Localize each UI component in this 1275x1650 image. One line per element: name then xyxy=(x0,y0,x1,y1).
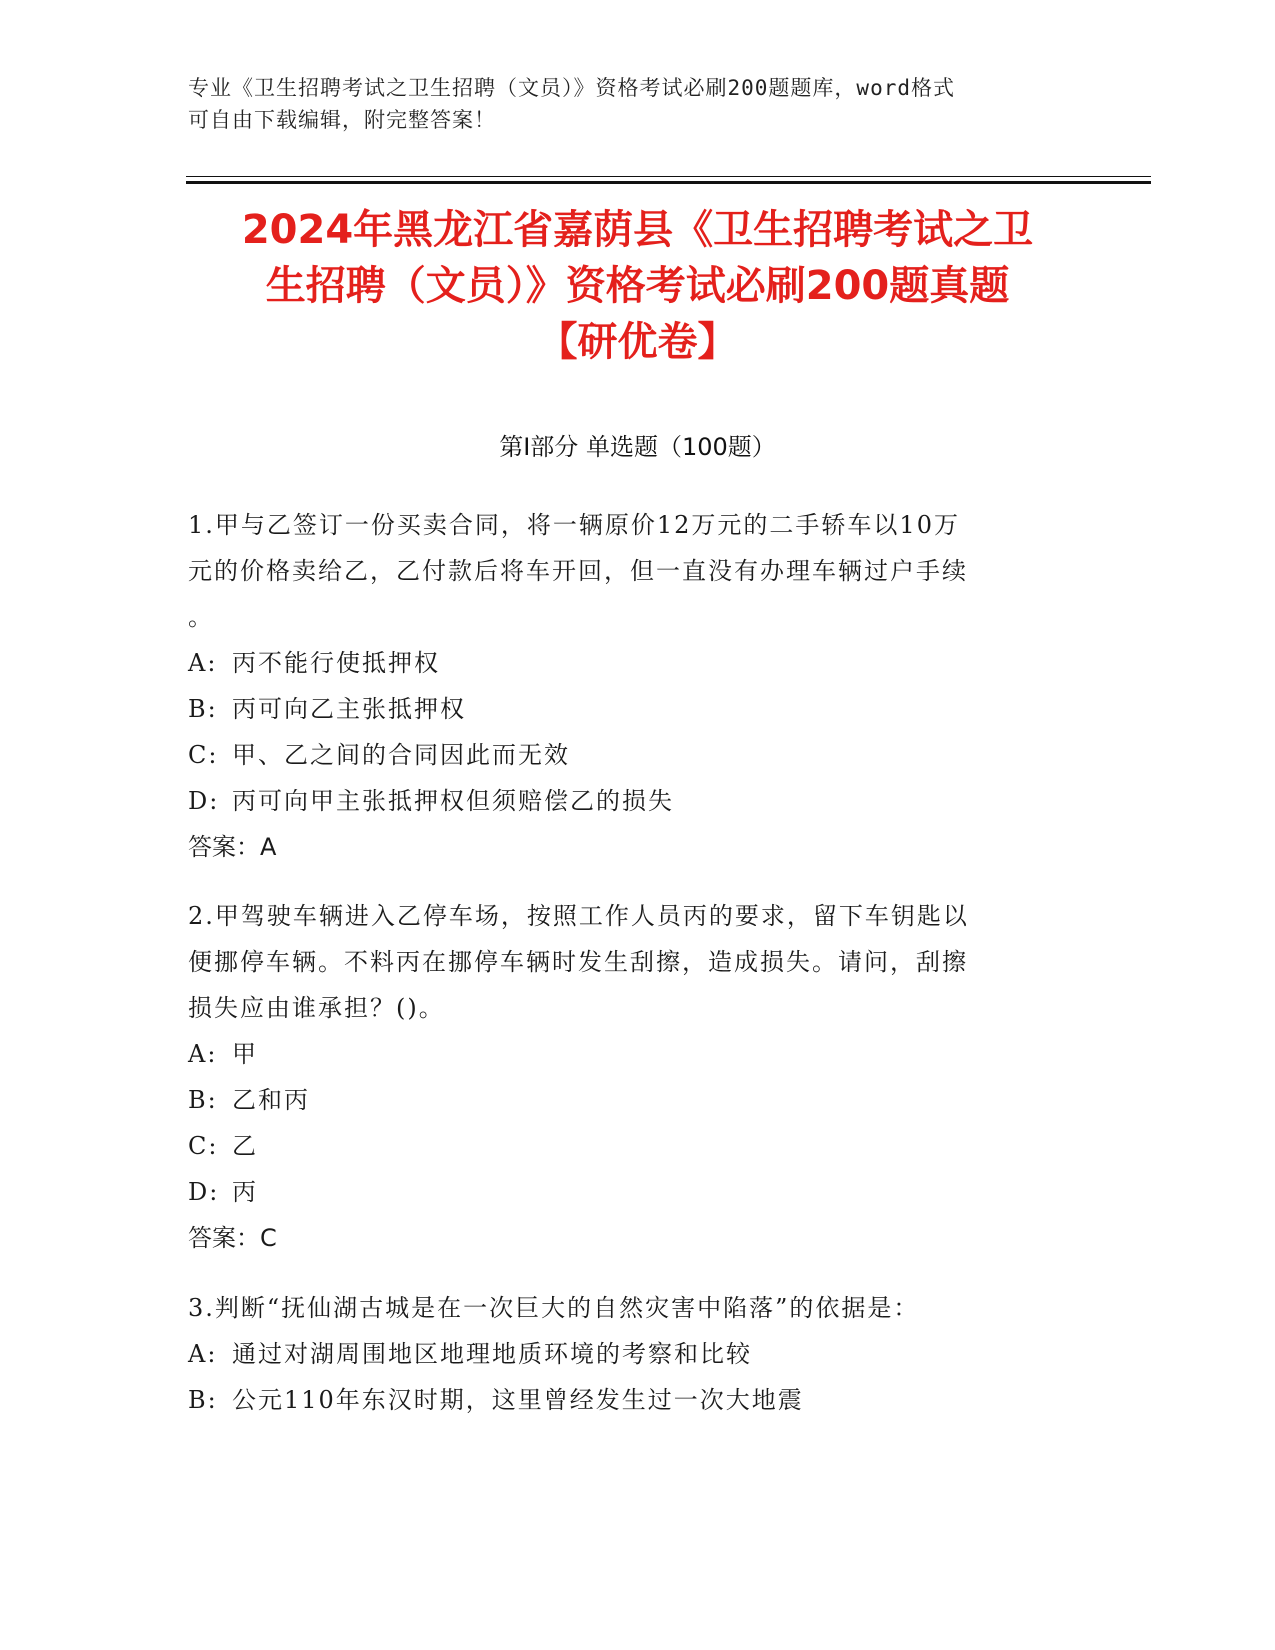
option-label: A: xyxy=(188,1040,218,1068)
option-a xyxy=(188,640,1068,686)
option-label: B: xyxy=(188,1386,218,1414)
question-2 xyxy=(188,893,1068,1261)
option-text: 通过对湖周围地区地理地质环境的考察和比较 xyxy=(232,1340,752,1368)
option-a xyxy=(188,1031,1068,1077)
answer: 答案：A xyxy=(188,833,277,861)
question-1 xyxy=(188,502,1068,870)
option-text: 丙可向乙主张抵押权 xyxy=(232,695,466,723)
stem-line: 1.甲与乙签订一份买卖合同，将一辆原价12万元的二手轿车以10万 xyxy=(188,511,960,539)
question-stem xyxy=(188,1285,1068,1331)
option-label: D: xyxy=(188,787,220,815)
option-label: A: xyxy=(188,1340,218,1368)
header-divider-thick xyxy=(186,181,1151,184)
option-label: C: xyxy=(188,741,219,769)
answer: 答案：C xyxy=(188,1224,277,1252)
stem-line: 2.甲驾驶车辆进入乙停车场，按照工作人员丙的要求，留下车钥匙以 xyxy=(188,902,969,930)
option-c xyxy=(188,732,1068,778)
option-text: 乙和丙 xyxy=(232,1086,310,1114)
header-note-line: 专业《卫生招聘考试之卫生招聘（文员）》资格考试必刷200题题库，word格式 xyxy=(188,76,955,100)
option-a xyxy=(188,1331,1068,1377)
option-c xyxy=(188,1123,1068,1169)
option-label: B: xyxy=(188,1086,218,1114)
option-text: 乙 xyxy=(232,1132,258,1160)
stem-line: 便挪停车辆。不料丙在挪停车辆时发生刮擦，造成损失。请问，刮擦 xyxy=(188,948,968,976)
header-note xyxy=(188,72,1068,136)
stem-line: 元的价格卖给乙，乙付款后将车开回，但一直没有办理车辆过户手续 xyxy=(188,557,968,585)
option-text: 丙可向甲主张抵押权但须赔偿乙的损失 xyxy=(232,787,674,815)
option-text: 丙不能行使抵押权 xyxy=(232,649,440,677)
title-line: 【研优卷】 xyxy=(537,319,738,365)
option-b xyxy=(188,1077,1068,1123)
header-divider-thin xyxy=(186,176,1151,177)
question-stem xyxy=(188,502,1068,640)
title-line: 2024年黑龙江省嘉荫县《卫生招聘考试之卫 xyxy=(241,207,1034,253)
option-b xyxy=(188,686,1068,732)
option-d xyxy=(188,778,1068,824)
option-text: 公元110年东汉时期，这里曾经发生过一次大地震 xyxy=(232,1386,804,1414)
option-text: 甲 xyxy=(232,1040,258,1068)
option-b xyxy=(188,1377,1068,1423)
option-text: 丙 xyxy=(232,1178,258,1206)
option-text: 甲、乙之间的合同因此而无效 xyxy=(232,741,570,769)
document-title xyxy=(150,202,1125,370)
question-3 xyxy=(188,1285,1068,1423)
title-line: 生招聘（文员）》资格考试必刷200题真题 xyxy=(265,263,1010,309)
section-title: 第Ⅰ部分 单选题（100题） xyxy=(499,433,776,461)
option-d xyxy=(188,1169,1068,1215)
option-label: B: xyxy=(188,695,218,723)
stem-line: 损失应由谁承担？()。 xyxy=(188,994,445,1022)
option-label: C: xyxy=(188,1132,219,1160)
header-note-line: 可自由下载编辑，附完整答案！ xyxy=(188,108,496,132)
option-label: A: xyxy=(188,649,218,677)
stem-line: 3.判断“抚仙湖古城是在一次巨大的自然灾害中陷落”的依据是： xyxy=(188,1294,920,1322)
stem-line: 。 xyxy=(188,603,214,631)
option-label: D: xyxy=(188,1178,220,1206)
question-stem xyxy=(188,893,1068,1031)
